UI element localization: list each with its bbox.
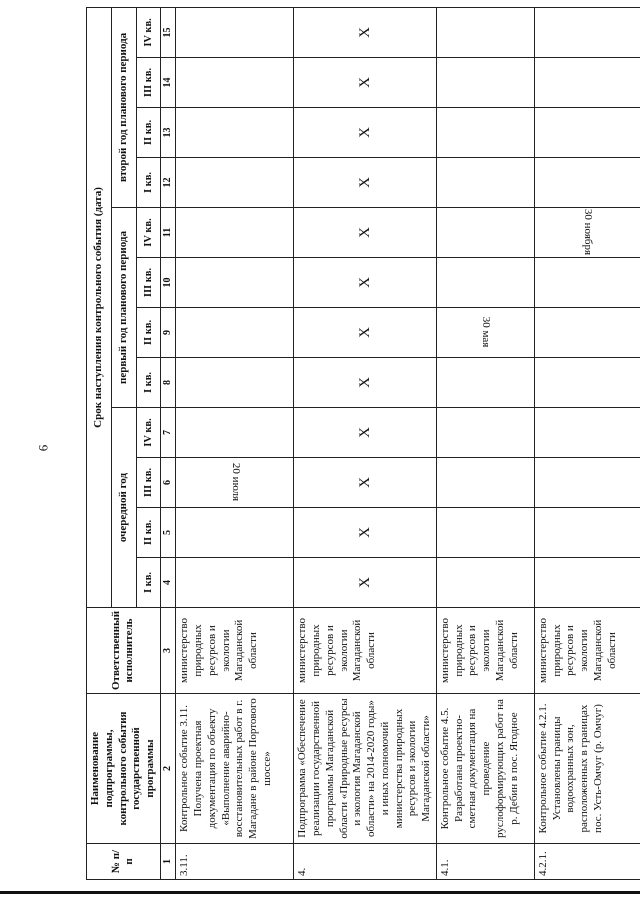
column-number: 7	[160, 408, 176, 458]
executor: министерство природных ресурсов и экологии Магаданской области	[176, 608, 294, 694]
quarter-mark: X	[294, 7, 437, 57]
quarter-mark: X	[294, 408, 437, 458]
column-number: 4	[160, 558, 176, 608]
column-number: 15	[160, 7, 176, 57]
table-row	[294, 7, 437, 879]
column-number: 10	[160, 258, 176, 308]
quarter-empty	[436, 358, 534, 408]
event-name: Контрольное событие 4.5. Разработана проектно-сметная документация на проведение руслоформирующих работ на р. Дебин в пос. Ягодное	[436, 694, 534, 844]
quarter-empty	[534, 408, 640, 458]
quarter-date	[176, 458, 294, 508]
row-number: 4.2.1.	[534, 844, 640, 880]
quarter-empty	[176, 208, 294, 258]
quarter-empty	[436, 7, 534, 57]
column-number: 6	[160, 458, 176, 508]
header-executor: Ответственный исполнитель	[87, 608, 161, 694]
event-date: 30 ноября	[582, 209, 595, 256]
quarter-empty	[436, 158, 534, 208]
header-quarter: III кв.	[136, 258, 160, 308]
event-name: Контрольное событие 3.11. Получена проектная документация по объекту «Выполнение аварийно-восстановительных работ в г. Магадане в районе Портового шоссе»	[176, 694, 294, 844]
quarter-empty	[176, 308, 294, 358]
column-number: 14	[160, 58, 176, 108]
quarter-mark: X	[294, 558, 437, 608]
table-row	[176, 7, 294, 879]
quarter-empty	[534, 58, 640, 108]
event-date: 30 мая	[480, 317, 493, 348]
quarter-empty	[534, 508, 640, 558]
column-number: 13	[160, 108, 176, 158]
table-row	[436, 7, 534, 879]
quarter-empty	[176, 258, 294, 308]
header-year-current: очередной год	[111, 408, 136, 608]
quarter-mark: X	[294, 258, 437, 308]
executor: министерство природных ресурсов и экологии Магаданской области	[534, 608, 640, 694]
quarter-empty	[534, 108, 640, 158]
header-term: Срок наступления контрольного события (дата)	[87, 7, 112, 607]
header-quarter: I кв.	[136, 158, 160, 208]
quarter-empty	[534, 258, 640, 308]
quarter-empty	[436, 508, 534, 558]
quarter-empty	[176, 58, 294, 108]
quarter-empty	[534, 458, 640, 508]
column-number: 9	[160, 308, 176, 358]
quarter-date	[534, 208, 640, 258]
quarter-empty	[176, 158, 294, 208]
header-num: № п/п	[87, 844, 161, 880]
quarter-mark: X	[294, 208, 437, 258]
quarter-empty	[436, 58, 534, 108]
header-quarter: III кв.	[136, 58, 160, 108]
executor: министерство природных ресурсов и экологии Магаданской области	[436, 608, 534, 694]
footer-rule	[0, 891, 640, 894]
quarter-empty	[176, 108, 294, 158]
quarter-empty	[436, 408, 534, 458]
control-events-table	[86, 7, 640, 880]
header-quarter: I кв.	[136, 358, 160, 408]
quarter-empty	[436, 458, 534, 508]
header-quarter: III кв.	[136, 458, 160, 508]
header-quarter: II кв.	[136, 108, 160, 158]
header-quarter: I кв.	[136, 558, 160, 608]
quarter-mark: X	[294, 308, 437, 358]
quarter-mark: X	[294, 108, 437, 158]
quarter-empty	[176, 7, 294, 57]
header-quarter: IV кв.	[136, 7, 160, 57]
quarter-empty	[176, 408, 294, 458]
header-year-first-planned: первый год планового периода	[111, 208, 136, 408]
quarter-empty	[176, 558, 294, 608]
quarter-empty	[176, 508, 294, 558]
event-name: Подпрограмма «Обеспечение реализации государственной программы Магаданской области «Природные ресурсы и экология Магаданской области» на 2014-2020 годы» и иных полномочий министерства природных ресурсов и экологии Магаданской области»	[294, 694, 437, 844]
quarter-date	[436, 308, 534, 358]
column-number: 11	[160, 208, 176, 258]
executor: министерство природных ресурсов и экологии Магаданской области	[294, 608, 437, 694]
rotated-table-container	[86, 8, 632, 880]
quarter-empty	[534, 358, 640, 408]
quarter-empty	[534, 558, 640, 608]
header-name: Наименование подпрограммы, контрольного события государственной программы	[87, 694, 161, 844]
column-number: 12	[160, 158, 176, 208]
quarter-empty	[534, 308, 640, 358]
row-number: 3.11.	[176, 844, 294, 880]
row-number: 4.1.	[436, 844, 534, 880]
event-name: Контрольное событие 4.2.1. Установлены границы водоохранных зон, расположенных в границах пос. Усть-Омчуг (р. Омчуг)	[534, 694, 640, 844]
header-quarter: IV кв.	[136, 408, 160, 458]
quarter-empty	[534, 158, 640, 208]
quarter-mark: X	[294, 508, 437, 558]
page-number: 6	[35, 444, 51, 452]
column-number: 5	[160, 508, 176, 558]
quarter-empty	[534, 7, 640, 57]
quarter-mark: X	[294, 458, 437, 508]
quarter-empty	[436, 558, 534, 608]
quarter-empty	[436, 108, 534, 158]
row-number: 4.	[294, 844, 437, 880]
table-row	[534, 7, 640, 879]
header-quarter: II кв.	[136, 508, 160, 558]
column-number: 1	[160, 844, 176, 880]
quarter-mark: X	[294, 58, 437, 108]
column-number: 8	[160, 358, 176, 408]
header-quarter: IV кв.	[136, 208, 160, 258]
event-date: 20 июля	[229, 463, 242, 502]
column-number: 2	[160, 694, 176, 844]
quarter-empty	[436, 258, 534, 308]
quarter-empty	[176, 358, 294, 408]
column-number: 3	[160, 608, 176, 694]
quarter-mark: X	[294, 358, 437, 408]
header-year-second-planned: второй год планового периода	[111, 7, 136, 207]
quarter-mark: X	[294, 158, 437, 208]
quarter-empty	[436, 208, 534, 258]
header-quarter: II кв.	[136, 308, 160, 358]
